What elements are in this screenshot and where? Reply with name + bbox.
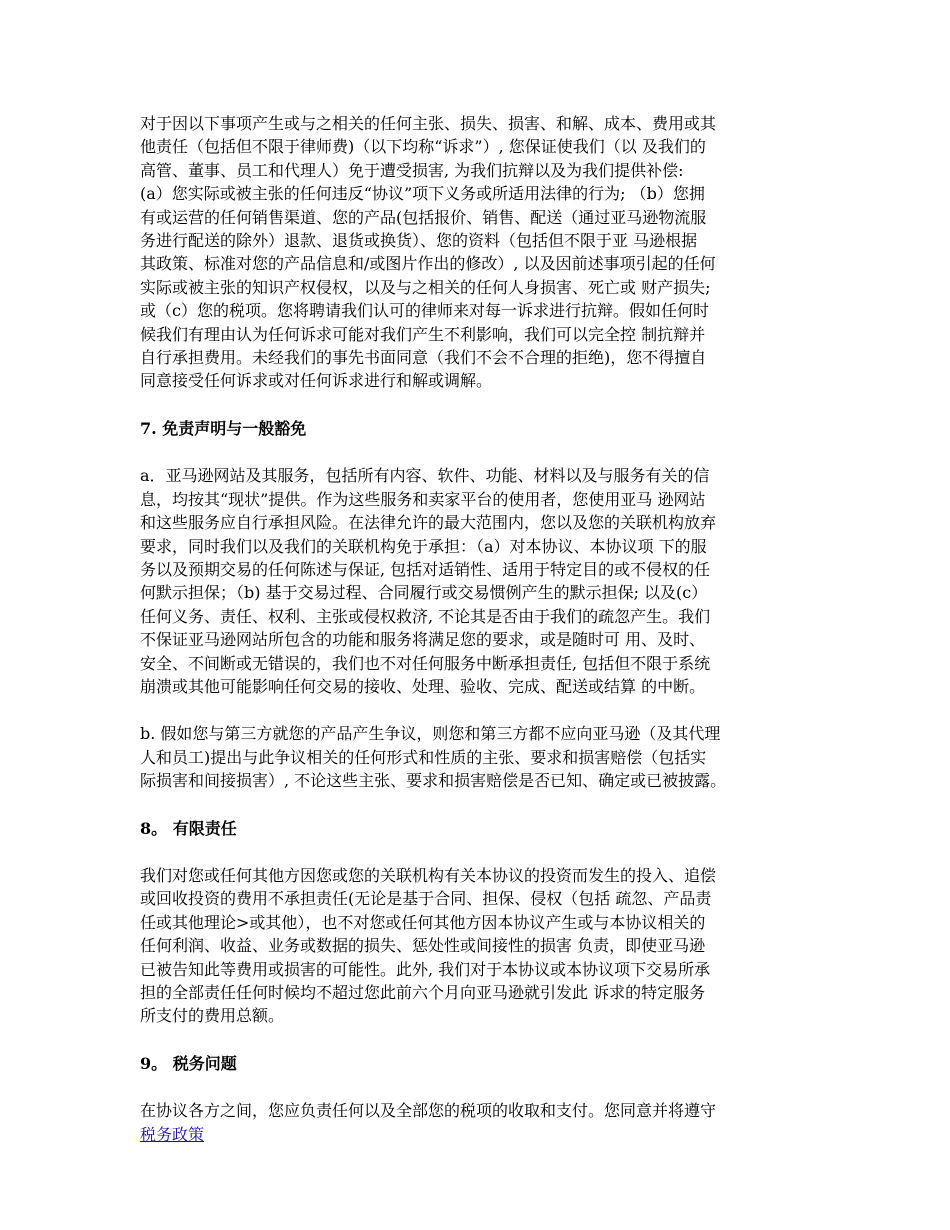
section-8-paragraph: 我们对您或任何其他方因您或您的关联机构有关本协议的投资而发生的投入、追偿 或回收投资的费用不承担责任(无论是基于合同、担保、侵权（包括 疏忽、产品责 任或其他理论>或其他），也不对您或任何其他方因本协议产生或与本协议相关的 任何利润、收益、业务或数据的损失、惩处性或间接性的损害 负责，即使亚马逊 已被告知此等费用或损害的可能性。此外, 我们对于本协议或本协议项下交易所承 担的全部责任任何时候均不超过您此前六个月向亚马逊就引发此 诉求的特定服务 所支付的费用总额。 bbox=[140, 865, 717, 1026]
section-9-text: 在协议各方之间，您应负责任何以及全部您的税项的收取和支付。您同意并将遵守 bbox=[140, 1101, 717, 1121]
section-7a-paragraph: a．亚马逊网站及其服务，包括所有内容、软件、功能、材料以及与服务有关的信 息，均按其“现状”提供。作为这些服务和卖家平台的使用者，您使用亚马 逊网站 和这些服务应自行承担风险。在法律允许的最大范围内，您以及您的关联机构放弃 要求，同时我们以及我们的关联机构免于承担：（a）对本协议、本协议项 下的服 务以及预期交易的任何陈述与保证, 包括对适销性、适用于特定目的或不侵权的任 何默示担保；（b) 基于交易过程、合同履行或交易惯例产生的默示担保; 以及(c） 任何义务、责任、权利、主张或侵权救济, 不论其是否由于我们的疏忽产生。我们 不保证亚马逊网站所包含的功能和服务将满足您的要求，或是随时可 用、及时、 安全、不间断或无错误的，我们也不对任何服务中断承担责任, 包括但不限于系统 崩溃或其他可能影响任何交易的接收、处理、验收、完成、配送或结算 的中断。 bbox=[140, 466, 717, 696]
document-page bbox=[140, 112, 812, 1146]
indemnity-paragraph: 对于因以下事项产生或与之相关的任何主张、损失、损害、和解、成本、费用或其 他责任（包括但不限于律师费)（以下均称“诉求”）, 您保证使我们（以 及我们的 高管、董事、员工和代理人）免于遭受损害, 为我们抗辩以及为我们提供补偿: (a）您实际或被主张的任何违反“协议”项下义务或所适用法律的行为; （b）您拥 有或运营的任何销售渠道、您的产品(包括报价、销售、配送（通过亚马逊物流服 务进行配送的除外）退款、退货或换货）、您的资料（包括但不限于亚 马逊根据 其政策、标准对您的产品信息和/或图片作出的修改）, 以及因前述事项引起的任何 实际或被主张的知识产权侵权，以及与之相关的任何人身损害、死亡或 财产损失; 或（c）您的税项。您将聘请我们认可的律师来对每一诉求进行抗辩。假如任何时 候我们有理由认为任何诉求可能对我们产生不利影响，我们可以完全控 制抗辩并 自行承担费用。未经我们的事先书面同意（我们不会不合理的拒绝)，您不得擅自 同意接受任何诉求或对任何诉求进行和解或调解。 bbox=[140, 114, 717, 391]
section-8-heading: 8。 有限责任 bbox=[140, 818, 237, 838]
section-9-heading: 9。 税务问题 bbox=[140, 1053, 237, 1073]
section-7b-paragraph: b. 假如您与第三方就您的产品产生争议，则您和第三方都不应向亚马逊（及其代理 人和员工)提出与此争议相关的任何形式和性质的主张、要求和损害赔偿（包括实 际损害和间接损害）, 不论这些主张、要求和损害赔偿是否已知、确定或已被披露。 bbox=[140, 724, 727, 791]
section-7-heading: 7. 免责声明与一般豁免 bbox=[140, 418, 307, 438]
tax-policy-link[interactable]: 税务政策 bbox=[140, 1124, 205, 1144]
section-9-paragraph bbox=[140, 1099, 812, 1146]
